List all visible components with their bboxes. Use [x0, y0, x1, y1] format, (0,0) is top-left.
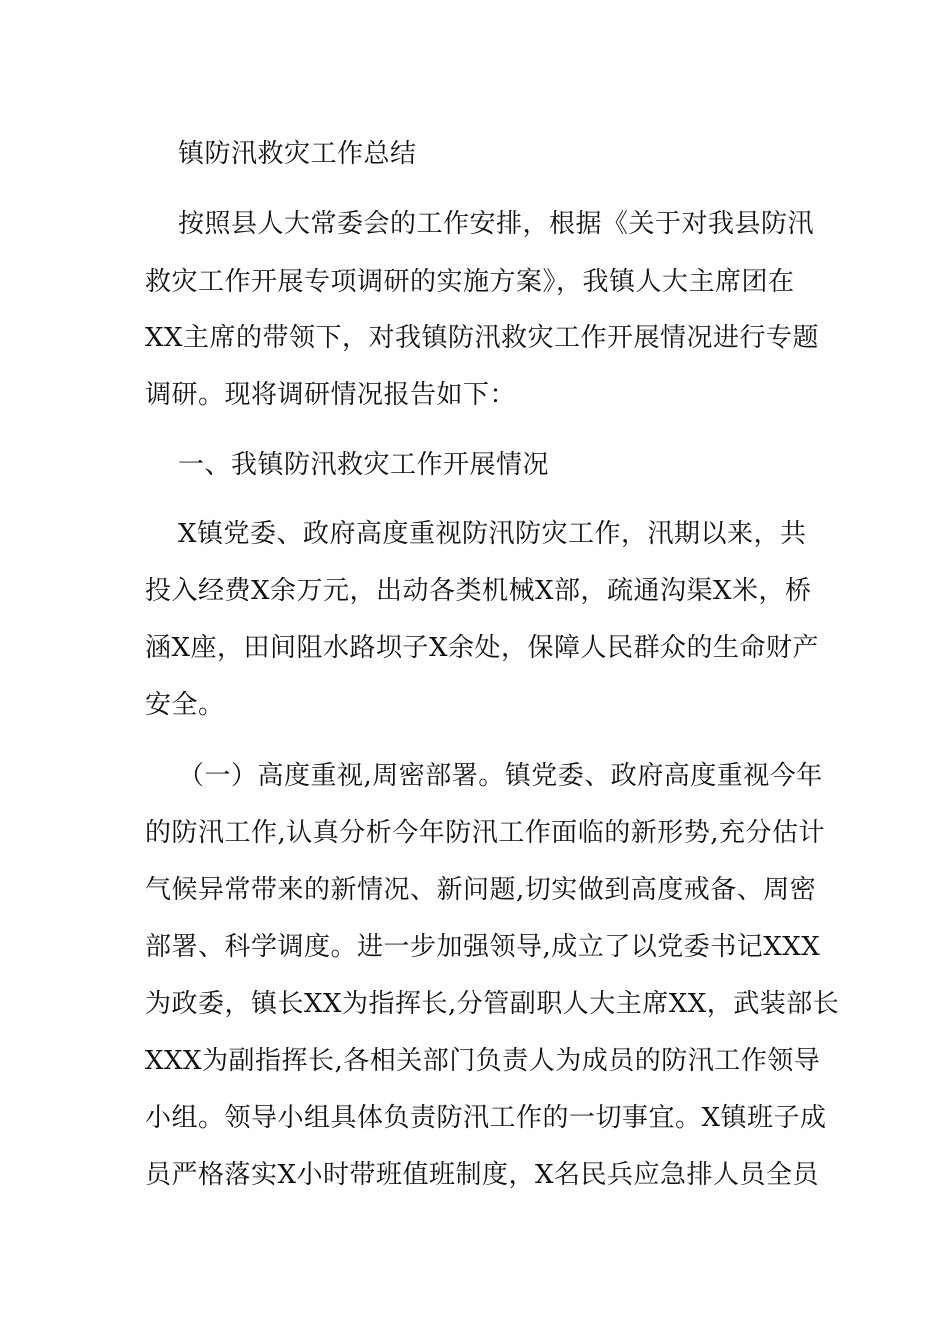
paragraph-line: 的防汛工作,认真分析今年防汛工作面临的新形势,充分估计 [145, 818, 826, 848]
paragraph-line: 救灾工作开展专项调研的实施方案》，我镇人大主席团在 [145, 267, 795, 297]
paragraph-line: 部署、科学调度。进一步加强领导,成立了以党委书记XXX [145, 932, 821, 962]
paragraph-line: XX主席的带领下，对我镇防汛救灾工作开展情况进行专题 [145, 323, 820, 353]
paragraph-line: 涵X座，田间阻水路坝子X余处，保障人民群众的生命财产 [145, 633, 820, 663]
paragraph-line: 气候异常带来的新情况、新问题,切实做到高度戒备、周密 [145, 875, 817, 905]
paragraph-line: 调研。现将调研情况报告如下： [145, 380, 517, 410]
paragraph-line: 为政委，镇长XX为指挥长,分管副职人大主席XX，武装部长 [145, 989, 840, 1019]
paragraph-line: X镇党委、政府高度重视防汛防灾工作，汛期以来，共 [178, 519, 807, 549]
paragraph-line: XXX为副指挥长,各相关部门负责人为成员的防汛工作领导 [145, 1046, 821, 1076]
paragraph-line: 安全。 [145, 690, 225, 720]
section-heading: 一、我镇防汛救灾工作开展情况 [178, 450, 550, 480]
document-title: 镇防汛救灾工作总结 [178, 139, 417, 169]
paragraph-line: （一）高度重视,周密部署。镇党委、政府高度重视今年 [178, 761, 823, 791]
paragraph-line: 按照县人大常委会的工作安排，根据《关于对我县防汛 [178, 209, 815, 239]
paragraph-line: 小组。领导小组具体负责防汛工作的一切事宜。X镇班子成 [145, 1103, 827, 1133]
paragraph-line: 员严格落实X小时带班值班制度，X名民兵应急排人员全员 [145, 1160, 820, 1190]
paragraph-line: 投入经费X余万元，出动各类机械X部，疏通沟渠X米，桥 [145, 576, 812, 606]
